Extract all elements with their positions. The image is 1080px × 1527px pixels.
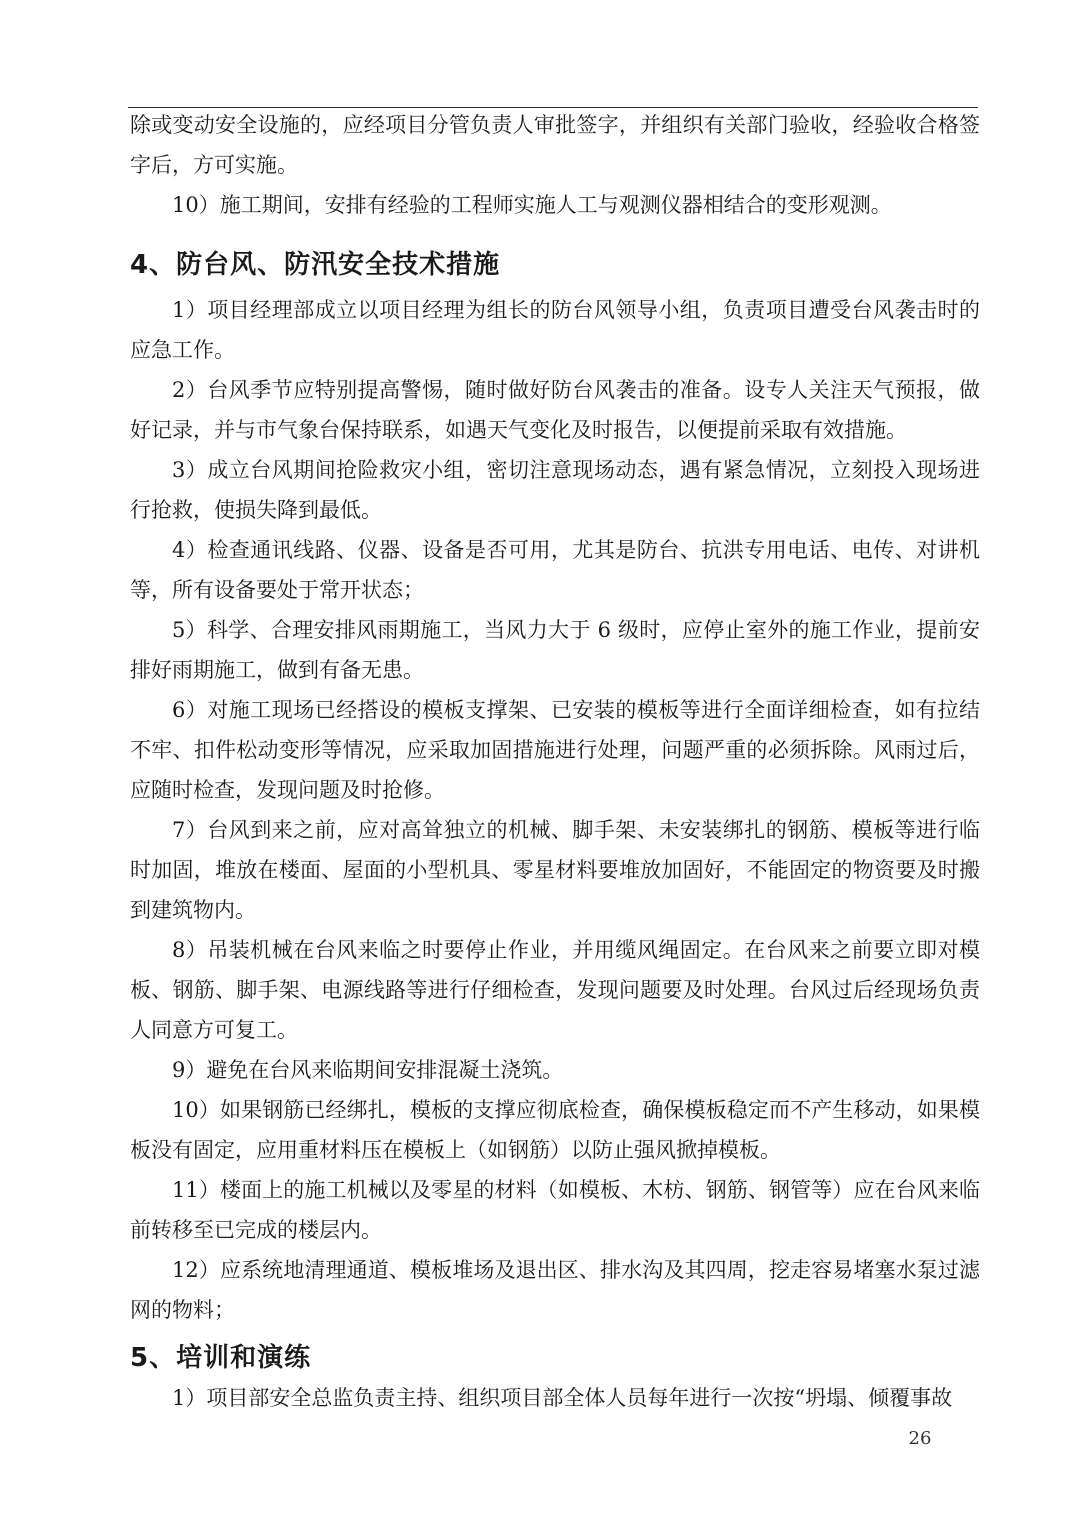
list-item: 2）台风季节应特别提高警惕，随时做好防台风袭击的准备。设专人关注天气预报，做好记录，并与市气象台保持联系，如遇天气变化及时报告，以便提前采取有效措施。 xyxy=(130,378,980,442)
list-item: 5）科学、合理安排风雨期施工，当风力大于 6 级时，应停止室外的施工作业，提前安排好雨期施工，做到有备无患。 xyxy=(130,618,980,682)
list-item: 3）成立台风期间抢险救灾小组，密切注意现场动态，遇有紧急情况，立刻投入现场进行抢救，使损失降到最低。 xyxy=(130,458,980,522)
list-item: 10）施工期间，安排有经验的工程师实施人工与观测仪器相结合的变形观测。 xyxy=(172,193,892,217)
list-item: 1）项目经理部成立以项目经理为组长的防台风领导小组，负责项目遭受台风袭击时的应急工作。 xyxy=(130,298,980,362)
section-heading-4: 4、防台风、防汛安全技术措施 xyxy=(130,250,501,280)
list-item: 4）检查通讯线路、仪器、设备是否可用，尤其是防台、抗洪专用电话、电传、对讲机等，所有设备要处于常开状态； xyxy=(130,538,980,602)
list-item: 10）如果钢筋已经绑扎，模板的支撑应彻底检查，确保模板稳定而不产生移动，如果模板没有固定，应用重材料压在模板上（如钢筋）以防止强风掀掉模板。 xyxy=(130,1098,980,1162)
page-number: 26 xyxy=(908,1428,932,1449)
section-heading-5: 5、培训和演练 xyxy=(130,1343,312,1373)
list-item: 7）台风到来之前，应对高耸独立的机械、脚手架、未安装绑扎的钢筋、模板等进行临时加固，堆放在楼面、屋面的小型机具、零星材料要堆放加固好，不能固定的物资要及时搬到建筑物内。 xyxy=(130,818,980,922)
list-item: 11）楼面上的施工机械以及零星的材料（如模板、木枋、钢筋、钢管等）应在台风来临前转移至已完成的楼层内。 xyxy=(130,1178,980,1242)
page-body xyxy=(130,105,980,1418)
list-item: 8）吊装机械在台风来临之时要停止作业，并用缆风绳固定。在台风来之前要立即对模板、钢筋、脚手架、电源线路等进行仔细检查，发现问题要及时处理。台风过后经现场负责人同意方可复工。 xyxy=(130,938,980,1042)
list-item: 1）项目部安全总监负责主持、组织项目部全体人员每年进行一次按“坍塌、倾覆事故 xyxy=(172,1386,953,1410)
list-item: 12）应系统地清理通道、模板堆场及退出区、排水沟及其四周，挖走容易堵塞水泵过滤网的物料； xyxy=(130,1258,980,1322)
continuation-paragraph: 除或变动安全设施的，应经项目分管负责人审批签字，并组织有关部门验收，经验收合格签字后，方可实施。 xyxy=(130,113,980,177)
list-item: 9）避免在台风来临期间安排混凝土浇筑。 xyxy=(172,1058,564,1082)
list-item: 6）对施工现场已经搭设的模板支撑架、已安装的模板等进行全面详细检查，如有拉结不牢、扣件松动变形等情况，应采取加固措施进行处理，问题严重的必须拆除。风雨过后，应随时检查，发现问题及时抢修。 xyxy=(130,698,980,802)
